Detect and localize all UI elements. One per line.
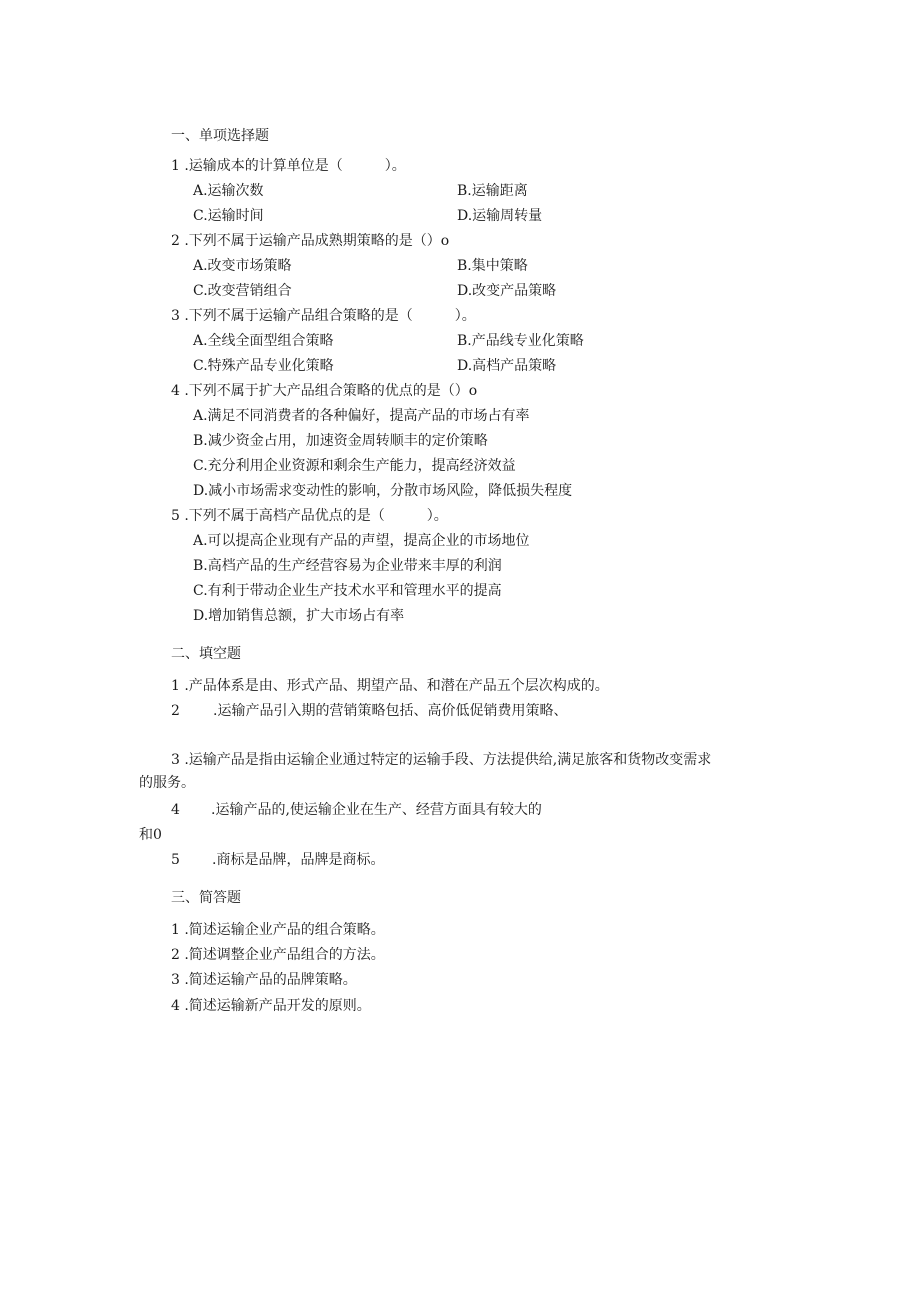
q2-option-c: C.改变营销组合 xyxy=(193,283,292,299)
q4-option-a: A.满足不同消费者的各种偏好，提高产品的市场占有率 xyxy=(193,408,530,424)
question-1: 1 .运输成本的计算单位是（ ）。 xyxy=(171,158,406,174)
fill-question-3-continued: 的服务。 xyxy=(139,775,195,791)
section-title-short-answer: 三、简答题 xyxy=(171,890,241,906)
q5-option-c: C.有利于带动企业生产技术水平和管理水平的提高 xyxy=(193,583,502,599)
question-5: 5 .下列不属于高档产品优点的是（ ）。 xyxy=(171,508,448,524)
fill-question-4-number: 4 xyxy=(171,802,180,818)
fill-question-5-number: 5 xyxy=(171,852,180,868)
question-2: 2 .下列不属于运输产品成熟期策略的是（）o xyxy=(171,233,450,249)
q2-option-a: A.改变市场策略 xyxy=(193,258,292,274)
short-question-2: 2 .简述调整企业产品组合的方法。 xyxy=(171,947,385,963)
q1-option-b: B.运输距离 xyxy=(457,183,528,199)
q1-option-c: C.运输时间 xyxy=(193,208,264,224)
q3-option-a: A.全线全面型组合策略 xyxy=(193,333,334,349)
fill-question-3: 3 .运输产品是指由运输企业通过特定的运输手段、方法提供给,满足旅客和货物改变需求 xyxy=(171,752,712,768)
fill-question-4: .运输产品的,使运输企业在生产、经营方面具有较大的 xyxy=(211,802,542,818)
question-4: 4 .下列不属于扩大产品组合策略的优点的是（）o xyxy=(171,383,478,399)
q1-option-d: D.运输周转量 xyxy=(457,208,543,224)
question-3: 3 .下列不属于运输产品组合策略的是（ ）。 xyxy=(171,308,476,324)
section-title-fill-blank: 二、填空题 xyxy=(171,646,241,662)
fill-question-1: 1 .产品体系是由、形式产品、期望产品、和潜在产品五个层次构成的。 xyxy=(171,678,609,694)
section-title-single-choice: 一、单项选择题 xyxy=(171,128,269,144)
short-question-3: 3 .简述运输产品的品牌策略。 xyxy=(171,972,357,988)
q3-option-c: C.特殊产品专业化策略 xyxy=(193,358,334,374)
q4-option-c: C.充分利用企业资源和剩余生产能力，提高经济效益 xyxy=(193,458,516,474)
q4-option-b: B.减少资金占用，加速资金周转顺丰的定价策略 xyxy=(193,433,488,449)
fill-question-4-continued: 和0 xyxy=(139,827,162,843)
q3-option-b: B.产品线专业化策略 xyxy=(457,333,584,349)
short-question-1: 1 .简述运输企业产品的组合策略。 xyxy=(171,922,385,938)
q1-option-a: A.运输次数 xyxy=(193,183,264,199)
fill-question-5: .商标是品牌，品牌是商标。 xyxy=(212,852,385,868)
q5-option-d: D.增加销售总额，扩大市场占有率 xyxy=(193,608,405,624)
q3-option-d: D.高档产品策略 xyxy=(457,358,557,374)
fill-question-2-number: 2 xyxy=(171,703,180,719)
q2-option-b: B.集中策略 xyxy=(457,258,528,274)
q2-option-d: D.改变产品策略 xyxy=(457,283,557,299)
q5-option-b: B.高档产品的生产经营容易为企业带来丰厚的利润 xyxy=(193,558,502,574)
short-question-4: 4 .简述运输新产品开发的原则。 xyxy=(171,998,371,1014)
fill-question-2: .运输产品引入期的营销策略包括、高价低促销费用策略、 xyxy=(213,703,568,719)
q4-option-d: D.减小市场需求变动性的影响，分散市场风险，降低损失程度 xyxy=(193,483,573,499)
q5-option-a: A.可以提高企业现有产品的声望，提高企业的市场地位 xyxy=(193,533,530,549)
